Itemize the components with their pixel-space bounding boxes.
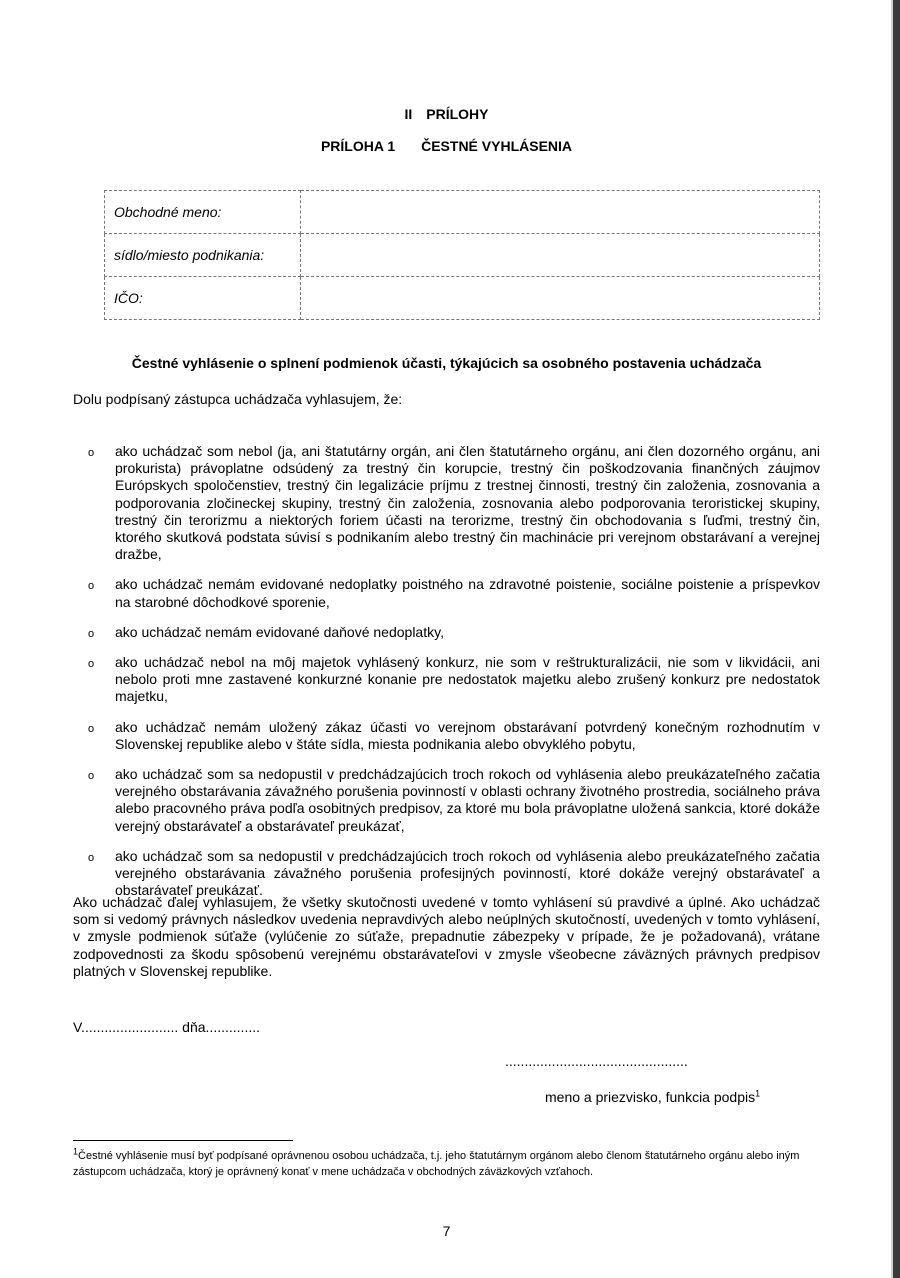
signature-label-text: meno a priezvisko, funkcia podpis	[545, 1089, 756, 1105]
footnote-divider	[73, 1140, 293, 1141]
info-label: sídlo/miesto podnikania:	[105, 234, 301, 277]
info-label: IČO:	[105, 277, 301, 320]
bullet-icon: o	[88, 770, 95, 783]
annex-heading	[0, 138, 893, 154]
bullet-icon: o	[88, 447, 95, 459]
list-item	[0, 719, 893, 753]
conditions-list	[0, 443, 893, 912]
section-number: II	[404, 106, 413, 122]
condition-text: ako uchádzač nebol na môj majetok vyhlásený konkurz, nie som v reštrukturalizácii, nie som v likvidácii, ani nebolo proti mne zastavené konkurzné konanie pre nedostatok majetku alebo zrušený konkurz pre nedostatok majetku,	[115, 654, 820, 705]
list-item	[0, 848, 893, 900]
place-date-line: V......................... dňa..............	[73, 1019, 260, 1035]
bullet-icon: o	[88, 722, 95, 735]
declaration-title: Čestné vyhlásenie o splnení podmienok účasti, týkajúcich sa osobného postavenia uchádzača	[131, 355, 762, 371]
info-value-field[interactable]	[301, 234, 820, 277]
page-number: 7	[442, 1223, 451, 1239]
annex-number: PRÍLOHA 1	[320, 138, 396, 154]
list-item	[0, 443, 893, 563]
list-item	[0, 654, 893, 706]
bullet-icon: o	[88, 627, 95, 640]
footnote-ref: 1	[755, 1088, 761, 1099]
list-item	[0, 624, 893, 641]
footnote	[73, 1148, 823, 1180]
condition-text: ako uchádzač som nebol (ja, ani štatutárny orgán, ani člen štatutárneho orgánu, ani člen dozorného orgánu, ani prokurista) právoplatne odsúdený za trestný čin korupcie, trestný čin poškodzovania finančných záujmov Európskych spoločenstiev, trestný čin legalizácie príjmu z trestnej činnosti, trestný čin založenia, zosnovania a podporovania zločineckej skupiny, trestný čin založenia, zosnovania alebo podporovania teroristickej skupiny, trestný čin terorizmu a niektorých foriem účasti na terorizme, trestný čin obchodovania s ľuďmi, trestný čin, ktorého skutková podstata súvisí s podnikaním alebo trestný čin machinácie pri verejnom obstarávaní a verejnej dražbe,	[115, 443, 820, 563]
condition-text: ako uchádzač nemám uložený zákaz účasti vo verejnom obstarávaní potvrdený konečným rozhodnutím v Slovenskej republike alebo v štáte sídla, miesta podnikania alebo obvyklého pobytu,	[115, 718, 820, 752]
footnote-text: Čestné vyhlásenie musí byť podpísané oprávnenou osobou uchádzača, t.j. jeho štatutárnym orgánom alebo členom štatutárneho orgánu alebo iným zástupcom uchádzača, ktorý je oprávnený konať v mene uchádzača v obchodných záväzkových vzťahoch.	[73, 1150, 800, 1178]
info-label: Obchodné meno:	[105, 191, 301, 234]
section-title: PRÍLOHY	[426, 106, 489, 122]
declaration-intro: Dolu podpísaný zástupca uchádzača vyhlasujem, že:	[73, 391, 403, 407]
list-item	[0, 766, 893, 835]
viewer-edge	[893, 0, 900, 1278]
closing-paragraph: Ako uchádzač ďalej vyhlasujem, že všetky skutočnosti uvedené v tomto vyhlásení sú pravdivé a úplné. Ako uchádzač som si vedomý právnych následkov uvedenia nepravdivých alebo neúplných skutočností, uvedených v tomto vyhlásení, v zmysle podmienok súťaže (vylúčenie zo súťaže, prepadnutie zábezpeky v prípade, že je požadovaná), vrátane zodpovednosti za škodu spôsobenú verejnému obstarávateľovi v zmysle všeobecne záväzných právnych predpisov platných v Slovenskej republike.	[73, 894, 820, 979]
condition-text: ako uchádzač nemám evidované daňové nedoplatky,	[115, 623, 444, 640]
condition-text: ako uchádzač nemám evidované nedoplatky poistného na zdravotné poistenie, sociálne poistenie a príspevkov na starobné dôchodkové sporenie,	[115, 576, 820, 610]
info-value-field[interactable]	[301, 191, 820, 234]
footnote-marker: 1	[73, 1146, 79, 1157]
bullet-icon: o	[88, 580, 95, 593]
info-value-field[interactable]	[301, 277, 820, 320]
bullet-icon: o	[88, 658, 95, 671]
bullet-icon: o	[88, 851, 95, 864]
info-row	[105, 191, 820, 234]
condition-text: ako uchádzač som sa nedopustil v predchádzajúcich troch rokoch od vyhlásenia alebo preukázateľného začatia verejného obstarávania závažného porušenia profesijných povinností, ktoré dokáže verejný obstarávateľ a obstarávateľ preukázať.	[115, 847, 820, 899]
company-info-table	[104, 190, 820, 320]
condition-text: ako uchádzač som sa nedopustil v predchádzajúcich troch rokoch od vyhlásenia alebo preukázateľného začatia verejného obstarávania závažného porušenia povinností v oblasti ochrany životného prostredia, sociálneho práva alebo pracovného práva podľa osobitných predpisov, za ktoré mu bola právoplatne uložená sankcia, ktoré dokáže verejný obstarávateľ a obstarávateľ preukázať,	[115, 766, 820, 834]
annex-title: ČESTNÉ VYHLÁSENIA	[421, 138, 573, 154]
info-row	[105, 277, 820, 320]
section-heading	[0, 106, 893, 122]
signature-label	[545, 1089, 760, 1105]
list-item	[0, 576, 893, 610]
info-row	[105, 234, 820, 277]
signature-line: ...............................................	[505, 1053, 688, 1069]
